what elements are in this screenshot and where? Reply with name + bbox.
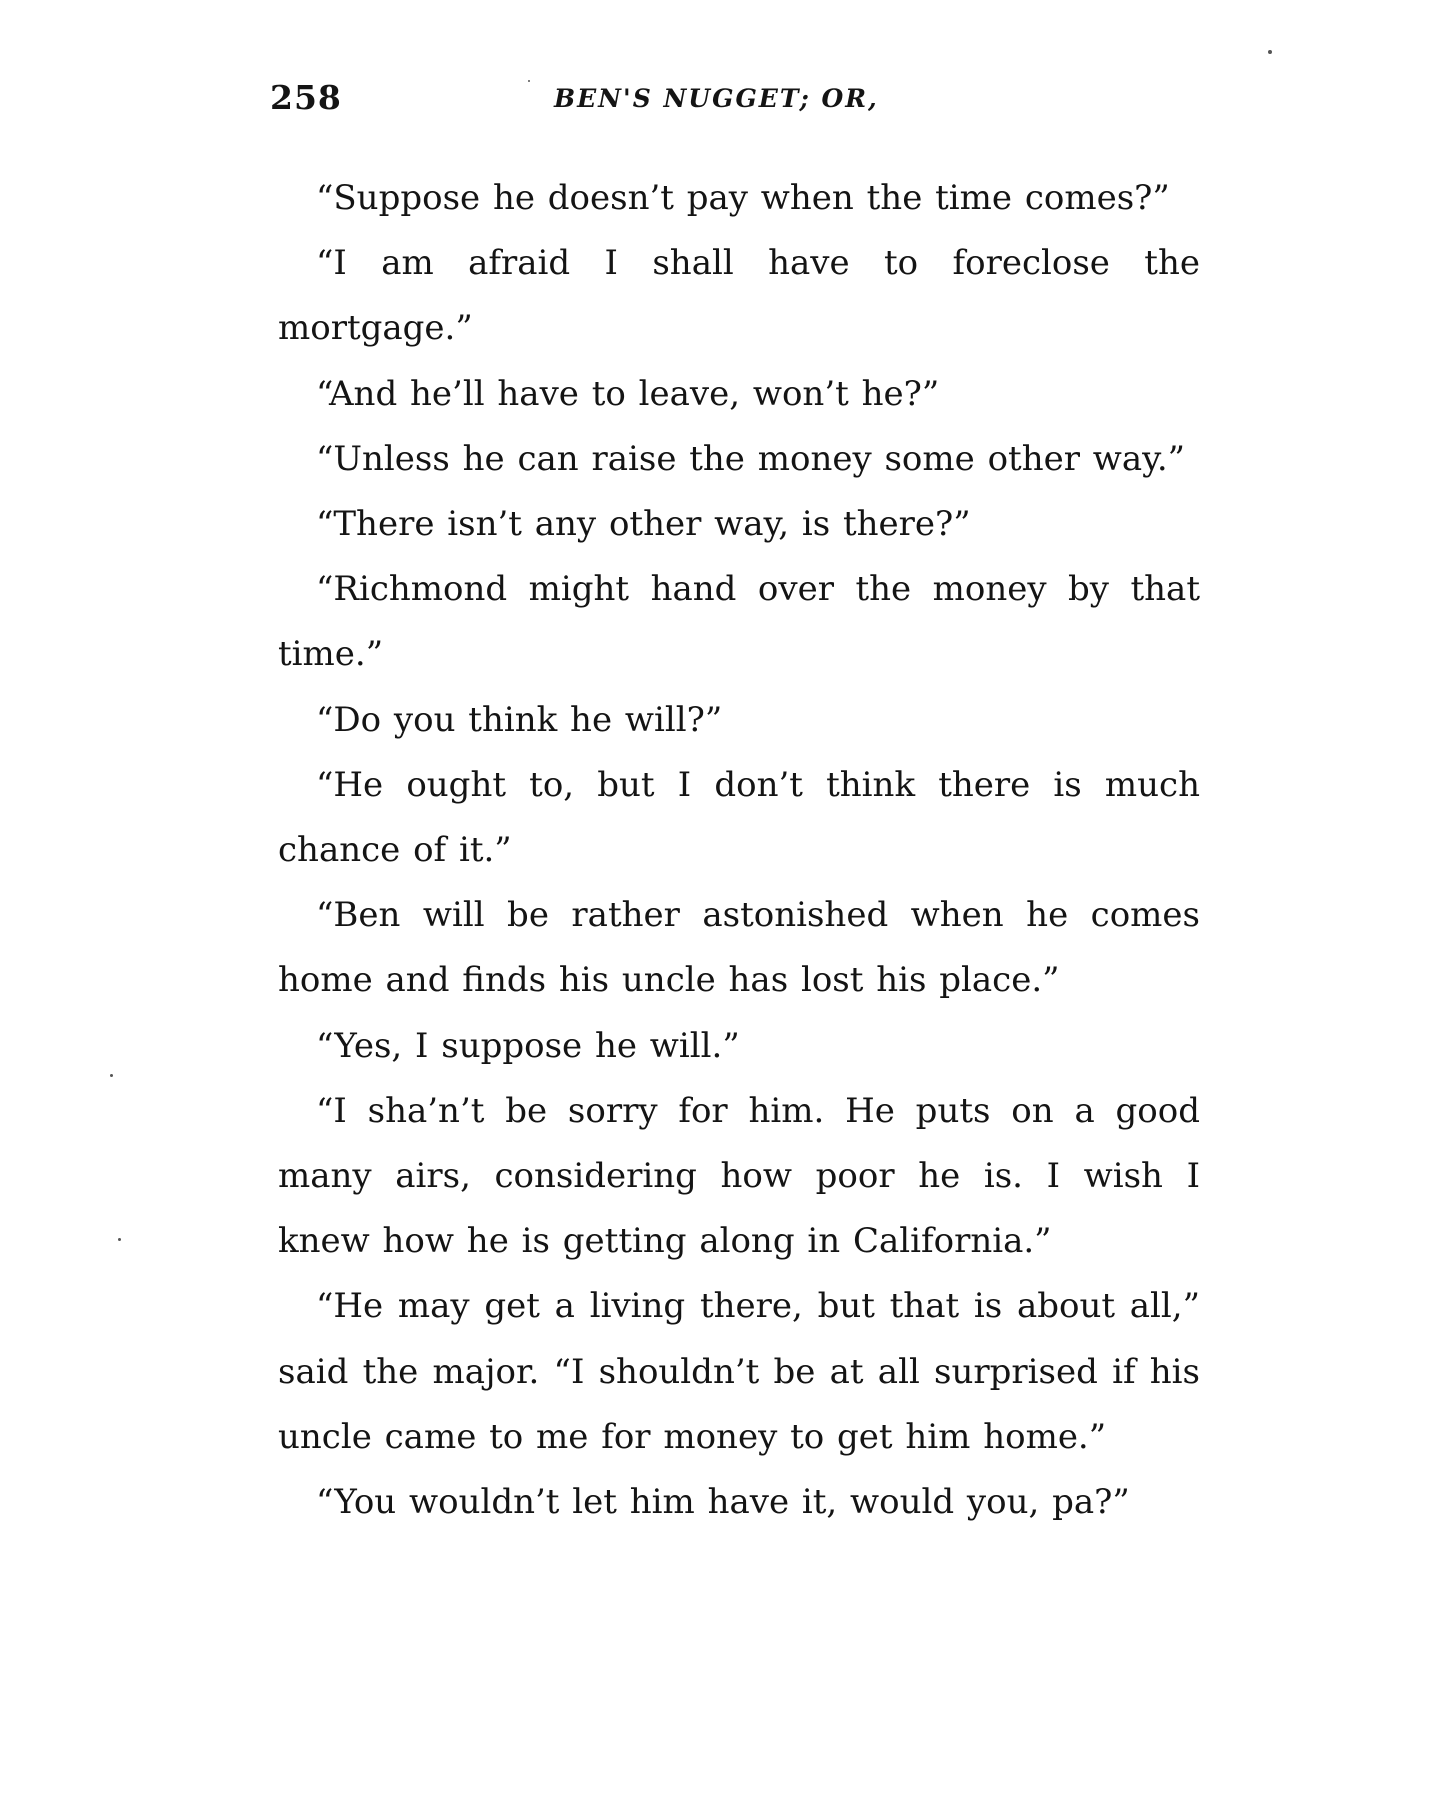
paragraph: “Unless he can raise the money some other way.” — [316, 438, 1186, 479]
paragraph: “He ought to, but I don’t think there is much chance of it.” — [278, 764, 1200, 871]
paragraph: “I am afraid I shall have to foreclose the mortgage.” — [278, 243, 1200, 349]
paragraph: “He may get a living there, but that is about all,” said the major. “I shouldn’t be at all surprised if his uncle came to me for money to get him home.” — [278, 1286, 1200, 1457]
paragraph: “Do you think he will?” — [316, 699, 723, 740]
page-header — [270, 78, 1200, 138]
paragraph: “Suppose he doesn’t pay when the time comes?” — [316, 178, 1170, 218]
paragraph: “Ben will be rather astonished when he comes home and finds his uncle has lost his place.” — [278, 895, 1200, 1001]
scan-speck — [110, 1074, 113, 1077]
running-head: BEN'S NUGGET; OR, — [554, 84, 879, 113]
scan-speck — [118, 1238, 121, 1241]
scan-speck — [1268, 50, 1272, 54]
paragraph: “Yes, I suppose he will.” — [316, 1025, 740, 1066]
paragraph: “And he’ll have to leave, won’t he?” — [316, 373, 940, 414]
page-number: 258 — [270, 78, 342, 117]
paragraph: “I sha’n’t be sorry for him. He puts on a good many airs, considering how poor he is. I wish I knew how he is getting along in California.” — [278, 1090, 1200, 1262]
paragraph: “You wouldn’t let him have it, would you, pa?” — [316, 1482, 1130, 1523]
paragraph: “Richmond might hand over the money by that time.” — [278, 569, 1200, 675]
body-text — [278, 166, 1200, 1535]
paragraph: “There isn’t any other way, is there?” — [316, 504, 971, 545]
scan-speck — [528, 80, 530, 82]
